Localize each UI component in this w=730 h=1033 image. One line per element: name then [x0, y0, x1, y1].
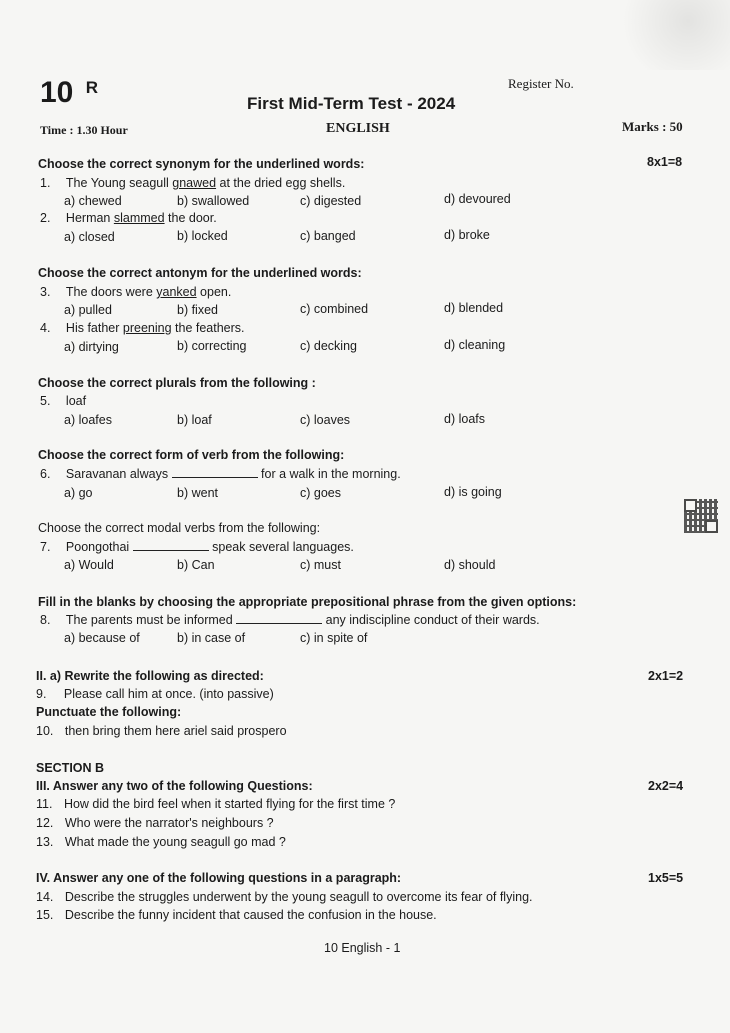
modal-heading: Choose the correct modal verbs from the following: [38, 521, 321, 535]
question-number: 1. [40, 176, 51, 190]
underlined-word: preening [122, 321, 172, 335]
question-number: 15. [36, 908, 54, 922]
q8-option-b: b) in case of [177, 631, 246, 645]
q8-option-c: c) in spite of [300, 631, 368, 645]
question-text: Describe the funny incident that caused the confusion in the house. [64, 908, 437, 922]
underlined-word: slammed [113, 211, 165, 225]
question-text: Describe the struggles underwent by the young seagull to overcome its fear of flying. [64, 890, 533, 904]
subject-label: ENGLISH [326, 121, 390, 136]
underlined-word: yanked [156, 285, 197, 299]
q3-option-b: b) fixed [177, 303, 218, 317]
question-number: 10. [36, 724, 54, 738]
question-3 [40, 285, 231, 299]
verb-heading: Choose the correct form of verb from the following: [38, 448, 345, 462]
q7-option-c: c) must [300, 558, 341, 572]
section-3-marks: 2x2=4 [648, 779, 684, 793]
question-number: 6. [40, 467, 51, 481]
question-text: at the dried egg shells. [216, 176, 346, 190]
question-10 [36, 724, 287, 738]
marks-label: Marks : 50 [622, 119, 683, 134]
section-2-marks: 2x1=2 [648, 669, 684, 683]
question-number: 4. [40, 321, 51, 335]
question-text: for a walk in the morning. [257, 467, 401, 481]
question-5 [40, 394, 86, 408]
question-7 [40, 540, 354, 554]
q5-option-d: d) loafs [444, 412, 485, 426]
question-text: Who were the narrator's neighbours ? [64, 816, 274, 830]
class-suffix: R [85, 78, 98, 97]
question-1 [40, 176, 345, 190]
q1-option-d: d) devoured [444, 192, 511, 206]
question-6 [40, 467, 401, 481]
question-14 [36, 890, 533, 904]
question-12 [36, 816, 274, 830]
plural-heading: Choose the correct plurals from the following : [38, 376, 316, 390]
antonym-heading: Choose the correct antonym for the underlined words: [38, 266, 362, 280]
punctuate-heading: Punctuate the following: [36, 705, 182, 719]
qr-code [684, 499, 718, 533]
question-text: The Young seagull [65, 176, 173, 190]
class-number: 10 [40, 76, 74, 109]
question-15 [36, 908, 437, 922]
question-number: 5. [40, 394, 51, 408]
question-text: Saravanan always [65, 467, 172, 481]
question-number: 11. [36, 797, 53, 811]
question-text: Herman [65, 211, 114, 225]
q6-option-a: a) go [64, 486, 93, 500]
q7-option-a: a) Would [64, 558, 114, 572]
question-13 [36, 835, 286, 849]
q4-option-b: b) correcting [177, 339, 247, 353]
q6-option-d: d) is going [444, 485, 502, 499]
synonym-marks: 8x1=8 [647, 155, 683, 169]
question-8 [40, 613, 540, 627]
question-text: His father [65, 321, 123, 335]
question-11 [36, 797, 395, 811]
q2-option-b: b) locked [177, 229, 228, 243]
question-text: the feathers. [171, 321, 245, 335]
register-number-label: Register No. [508, 76, 574, 91]
question-text: speak several languages. [208, 540, 354, 554]
question-text: The parents must be informed [65, 613, 237, 627]
question-number: 8. [40, 613, 51, 627]
q1-option-b: b) swallowed [177, 194, 250, 208]
q5-option-c: c) loaves [300, 413, 351, 427]
question-text: open. [196, 285, 232, 299]
section-4-heading: IV. Answer any one of the following questions in a paragraph: [36, 871, 402, 885]
answer-blank [172, 477, 258, 478]
question-number: 13. [36, 835, 54, 849]
question-number: 3. [40, 285, 51, 299]
time-label: Time : 1.30 Hour [40, 123, 128, 137]
question-text: Please call him at once. (into passive) [63, 687, 274, 701]
section-3-heading: III. Answer any two of the following Questions: [36, 779, 313, 793]
question-number: 7. [40, 540, 51, 554]
scan-noise [590, 0, 730, 70]
q7-option-d: d) should [444, 558, 496, 572]
question-text: the door. [164, 211, 217, 225]
question-text: How did the bird feel when it started flying for the first time ? [63, 797, 396, 811]
class-label [40, 76, 98, 110]
section-4-marks: 1x5=5 [648, 871, 684, 885]
question-text: then bring them here ariel said prospero [64, 724, 287, 738]
q3-option-c: c) combined [300, 302, 369, 316]
section-2-heading: II. a) Rewrite the following as directed: [36, 669, 264, 683]
page-title: First Mid-Term Test - 2024 [247, 94, 456, 113]
q4-option-c: c) decking [300, 339, 357, 353]
underlined-word: gnawed [172, 176, 217, 190]
q2-option-a: a) closed [64, 230, 115, 244]
synonym-heading: Choose the correct synonym for the underlined words: [38, 157, 365, 171]
question-text: any indiscipline conduct of their wards. [322, 613, 540, 627]
question-number: 9. [36, 687, 47, 701]
question-9 [36, 687, 274, 701]
page-footer: 10 English - 1 [324, 941, 401, 955]
q1-option-c: c) digested [300, 194, 362, 208]
section-b-label: SECTION B [36, 761, 105, 775]
prepositional-heading: Fill in the blanks by choosing the appropriate prepositional phrase from the given options: [38, 595, 577, 609]
question-number: 14. [36, 890, 54, 904]
q3-option-a: a) pulled [64, 303, 112, 317]
question-text: What made the young seagull go mad ? [64, 835, 286, 849]
q4-option-d: d) cleaning [444, 338, 506, 352]
q3-option-d: d) blended [444, 301, 504, 315]
answer-blank [236, 623, 322, 624]
question-2 [40, 211, 217, 225]
q8-option-a: a) because of [64, 631, 140, 645]
q1-option-a: a) chewed [64, 194, 122, 208]
q7-option-b: b) Can [177, 558, 215, 572]
q6-option-c: c) goes [300, 486, 341, 500]
q5-option-b: b) loaf [177, 413, 212, 427]
question-text: Poongothai [65, 540, 133, 554]
question-number: 12. [36, 816, 54, 830]
q2-option-d: d) broke [444, 228, 490, 242]
question-number: 2. [40, 211, 51, 225]
q4-option-a: a) dirtying [64, 340, 119, 354]
question-text: loaf [65, 394, 87, 408]
answer-blank [133, 550, 209, 551]
q6-option-b: b) went [177, 486, 218, 500]
q5-option-a: a) loafes [64, 413, 112, 427]
q2-option-c: c) banged [300, 229, 356, 243]
question-text: The doors were [65, 285, 157, 299]
question-4 [40, 321, 245, 335]
